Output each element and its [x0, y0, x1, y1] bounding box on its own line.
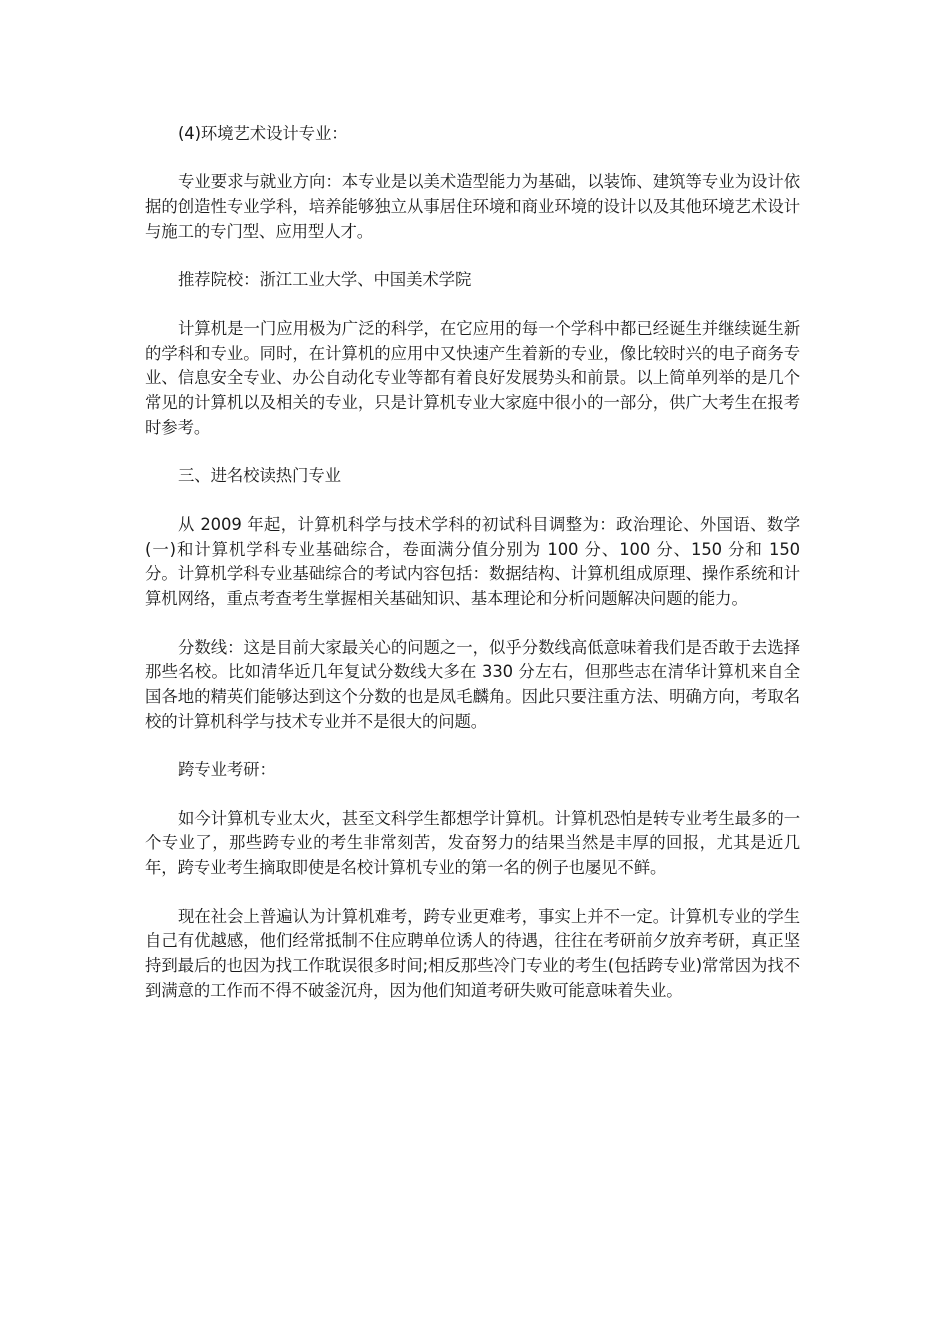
section-heading-cross-major: 跨专业考研：: [178, 760, 276, 780]
section-heading-top-schools: 三、进名校读热门专业: [178, 466, 341, 486]
document-body: [145, 122, 800, 1027]
paragraph-cross-major-difficulty: 现在社会上普遍认为计算机难考，跨专业更难考，事实上并不一定。计算机专业的学生自己有优越感，他们经常抵制不住应聘单位诱人的待遇，往往在考研前夕放弃考研，真正坚持到最后的也因为找工作耽误很多时间;相反那些冷门专业的考生(包括跨专业)常常因为找不到满意的工作而不得不破釜沉舟，因为他们知道考研失败可能意味着失业。: [145, 906, 800, 1001]
paragraph-recommended-schools: 推荐院校：浙江工业大学、中国美术学院: [178, 270, 472, 290]
section-heading-environmental-art: (4)环境艺术设计专业：: [178, 124, 348, 143]
paragraph-computer-science-overview: 计算机是一门应用极为广泛的科学，在它应用的每一个学科中都已经诞生并继续诞生新的学科和专业。同时，在计算机的应用中又快速产生着新的专业，像比较时兴的电子商务专业、信息安全专业、办公自动化专业等都有着良好发展势头和前景。以上简单列举的是几个常见的计算机以及相关的专业，只是计算机专业大家庭中很小的一部分，供广大考生在报考时参考。: [145, 318, 800, 437]
paragraph-cutoff-scores: 分数线：这是目前大家最关心的问题之一，似乎分数线高低意味着我们是否敢于去选择那些名校。比如清华近几年复试分数线大多在 330 分左右，但那些志在清华计算机来自全国各地的精英们能够达到这个分数的也是凤毛麟角。因此只要注重方法、明确方向，考取名校的计算机科学与技术专业并不是很大的问题。: [145, 637, 800, 731]
paragraph-exam-subjects: 从 2009 年起，计算机科学与技术学科的初试科目调整为：政治理论、外国语、数学(一)和计算机学科专业基础综合，卷面满分值分别为 100 分、100 分、150 分和 150 分。计算机学科专业基础综合的考试内容包括：数据结构、计算机组成原理、操作系统和计算机网络，重点考查考生掌握相关基础知识、基本理论和分析问题解决问题的能力。: [145, 514, 800, 609]
paragraph-requirements-and-career: 专业要求与就业方向：本专业是以美术造型能力为基础，以装饰、建筑等专业为设计依据的创造性专业学科，培养能够独立从事居住环境和商业环境的设计以及其他环境艺术设计与施工的专门型、应用型人才。: [145, 172, 800, 241]
paragraph-cross-major-popularity: 如今计算机专业太火，甚至文科学生都想学计算机。计算机恐怕是转专业考生最多的一个专业了，那些跨专业的考生非常刻苦，发奋努力的结果当然是丰厚的回报，尤其是近几年，跨专业考生摘取即使是名校计算机专业的第一名的例子也屡见不鲜。: [145, 808, 800, 878]
